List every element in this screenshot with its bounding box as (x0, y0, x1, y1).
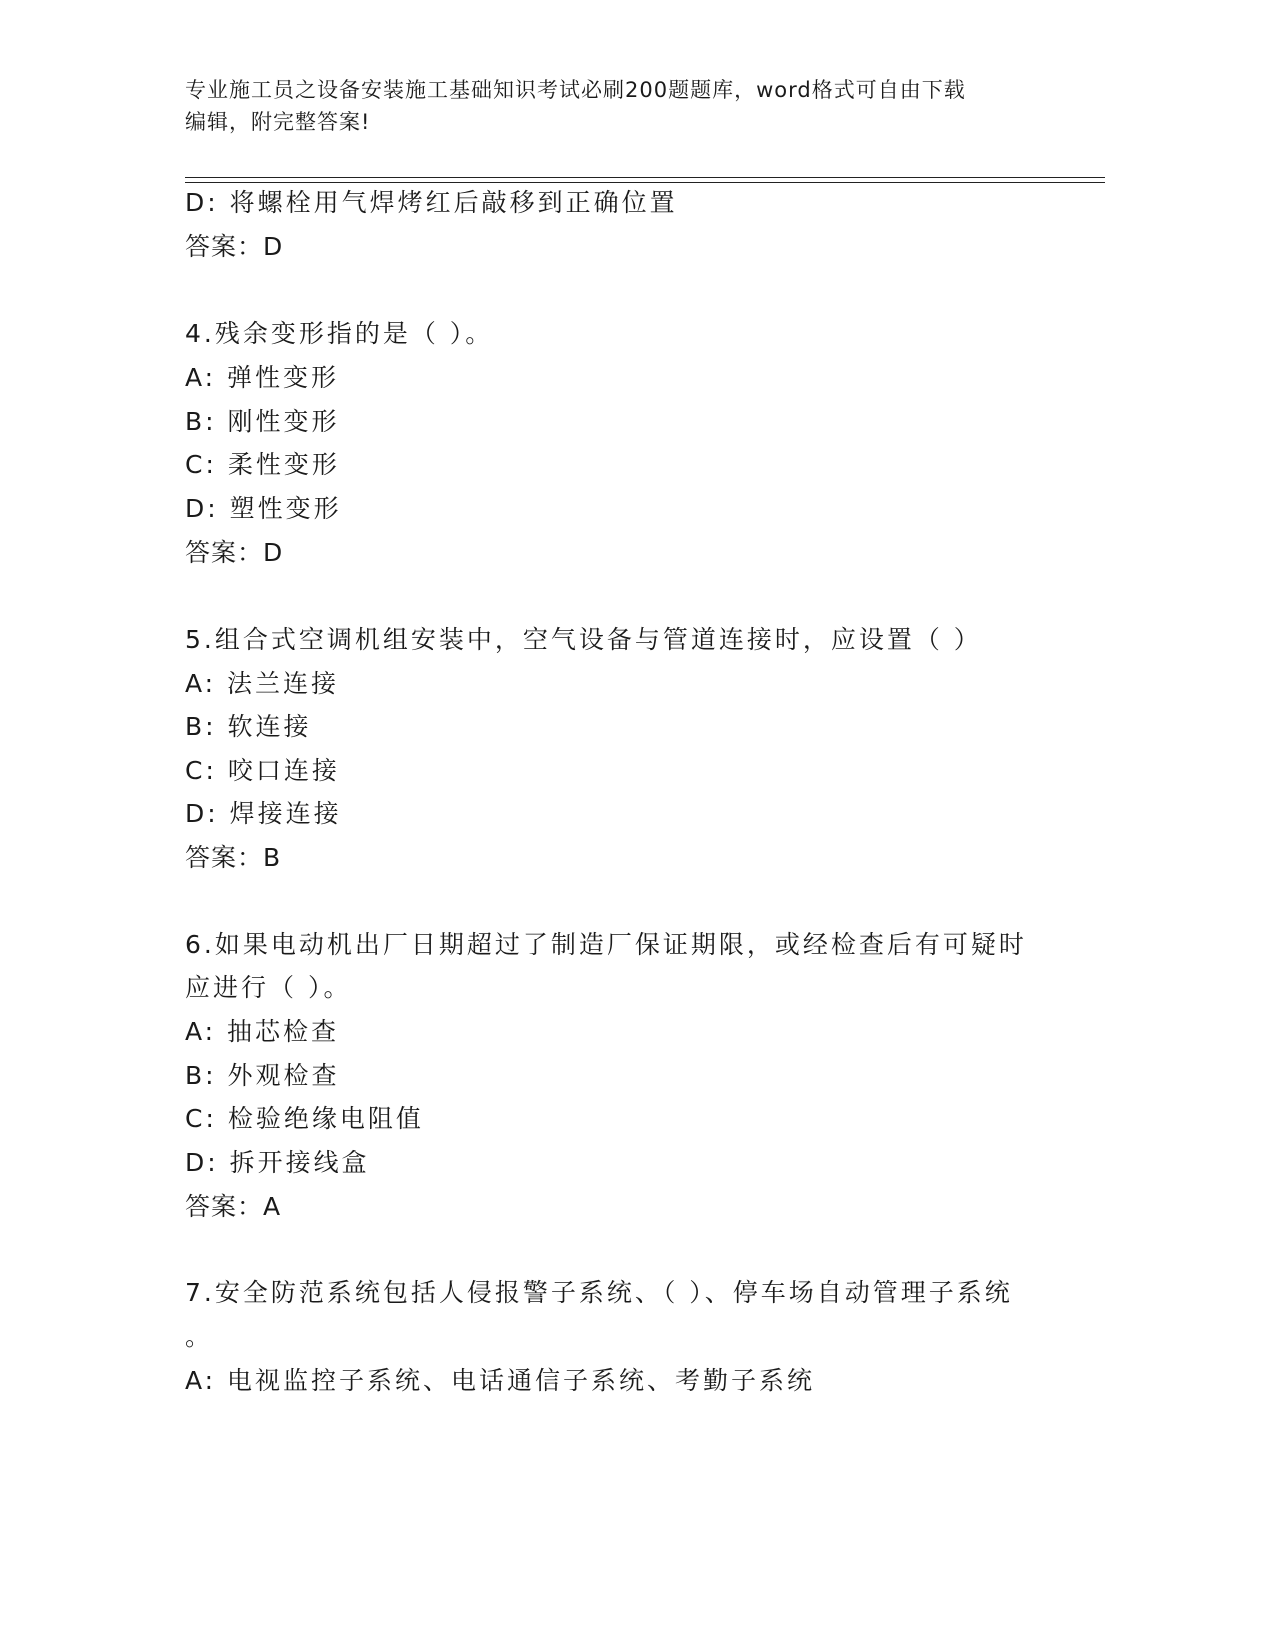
q5-option-a: A: 法兰连接 (185, 669, 340, 698)
q7-option-a: A: 电视监控子系统、电话通信子系统、考勤子系统 (185, 1366, 816, 1395)
document-header (185, 74, 1085, 138)
q4-option-b: B: 刚性变形 (185, 407, 340, 436)
header-divider-bottom (185, 182, 1105, 183)
q7-stem-line-1: 7.安全防范系统包括人侵报警子系统、（ ）、停车场自动管理子系统 (185, 1278, 1013, 1307)
q5-option-d: D: 焊接连接 (185, 799, 342, 828)
q6-stem-line-1: 6.如果电动机出厂日期超过了制造厂保证期限，或经检查后有可疑时 (185, 930, 1027, 959)
q6-stem-line-2: 应进行（ ）。 (185, 973, 352, 1002)
q4-option-d: D: 塑性变形 (185, 494, 342, 523)
header-line-1: 专业施工员之设备安装施工基础知识考试必刷200题题库，word格式可自由下载 (185, 78, 966, 102)
q4-option-c: C: 柔性变形 (185, 450, 340, 479)
q7-stem-line-2: 。 (185, 1322, 214, 1351)
q6-option-d: D: 拆开接线盒 (185, 1148, 370, 1177)
q6-option-a: A: 抽芯检查 (185, 1017, 340, 1046)
q5-option-b: B: 软连接 (185, 712, 312, 741)
q6-answer: 答案：A (185, 1192, 282, 1221)
prev-option-d: D: 将螺栓用气焊烤红后敲移到正确位置 (185, 188, 678, 217)
q4-answer: 答案：D (185, 538, 284, 567)
q6-option-c: C: 检验绝缘电阻值 (185, 1104, 424, 1133)
header-divider-top (185, 177, 1105, 178)
q5-stem: 5.组合式空调机组安装中，空气设备与管道连接时，应设置（ ） (185, 625, 982, 654)
q4-option-a: A: 弹性变形 (185, 363, 340, 392)
header-line-2: 编辑，附完整答案! (185, 110, 371, 134)
q6-option-b: B: 外观检查 (185, 1061, 340, 1090)
q4-stem: 4.残余变形指的是（ ）。 (185, 319, 494, 348)
q5-option-c: C: 咬口连接 (185, 756, 340, 785)
prev-answer: 答案：D (185, 232, 284, 261)
q5-answer: 答案：B (185, 843, 282, 872)
